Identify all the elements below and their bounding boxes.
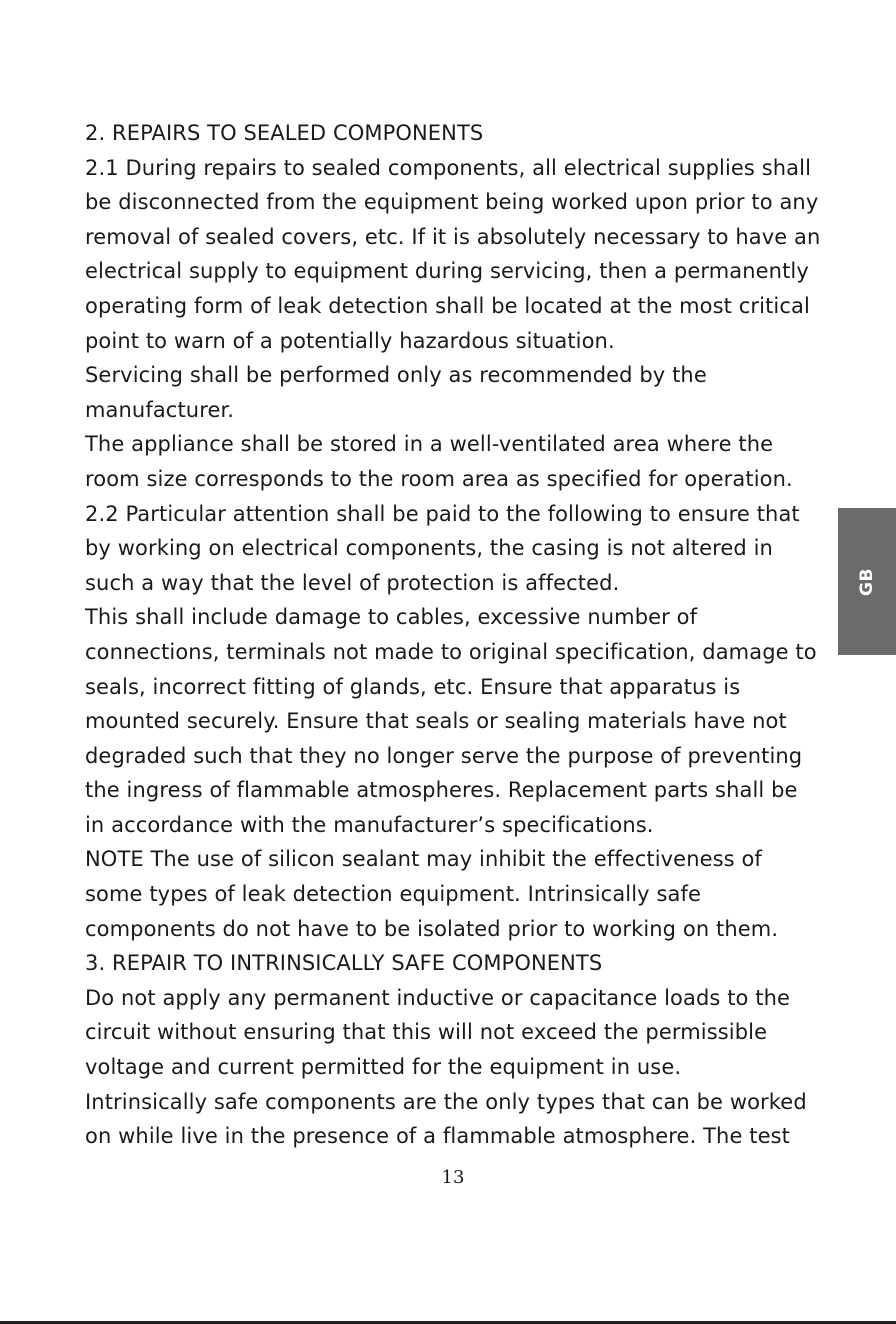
text-line: some types of leak detection equipment. Intrinsically safe — [85, 882, 701, 907]
text-line: connections, terminals not made to original specification, damage to — [85, 639, 817, 664]
text-line: by working on electrical components, the casing is not altered in — [85, 536, 773, 561]
language-tab-label: GB — [856, 567, 877, 596]
document-body — [85, 116, 845, 1154]
text-line: on while live in the presence of a flammable atmosphere. The test — [85, 1124, 790, 1149]
text-line: such a way that the level of protection is affected. — [85, 570, 620, 595]
text-line: Intrinsically safe components are the only types that can be worked — [85, 1089, 807, 1114]
text-line: the ingress of flammable atmospheres. Replacement parts shall be — [85, 778, 798, 803]
text-line: mounted securely. Ensure that seals or sealing materials have not — [85, 709, 787, 734]
page-number: 13 — [441, 1167, 465, 1188]
text-line: circuit without ensuring that this will not exceed the permissible — [85, 1020, 768, 1045]
text-line: The appliance shall be stored in a well-ventilated area where the — [85, 432, 774, 457]
text-line: operating form of leak detection shall be located at the most critical — [85, 293, 810, 318]
text-line: This shall include damage to cables, excessive number of — [85, 605, 698, 630]
text-line: be disconnected from the equipment being worked upon prior to any — [85, 190, 819, 215]
language-tab — [838, 508, 896, 655]
text-line: components do not have to be isolated prior to working on them. — [85, 916, 779, 941]
text-line: NOTE The use of silicon sealant may inhibit the effectiveness of — [85, 847, 762, 872]
text-line: in accordance with the manufacturer’s specifications. — [85, 812, 654, 837]
section-heading-repairs-sealed: 2. REPAIRS TO SEALED COMPONENTS — [85, 121, 484, 145]
text-line: 2.2 Particular attention shall be paid to the following to ensure that — [85, 501, 800, 526]
text-line: Servicing shall be performed only as recommended by the — [85, 363, 707, 388]
text-line: voltage and current permitted for the equipment in use. — [85, 1055, 682, 1080]
text-line: 2.1 During repairs to sealed components, all electrical supplies shall — [85, 155, 812, 180]
text-line: degraded such that they no longer serve the purpose of preventing — [85, 743, 803, 768]
text-line: electrical supply to equipment during servicing, then a permanently — [85, 259, 809, 284]
text-line: room size corresponds to the room area as specified for operation. — [85, 466, 793, 491]
text-line: removal of sealed covers, etc. If it is absolutely necessary to have an — [85, 224, 821, 249]
section-heading-intrinsically-safe: 3. REPAIR TO INTRINSICALLY SAFE COMPONENTS — [85, 951, 603, 976]
text-line: point to warn of a potentially hazardous situation. — [85, 328, 615, 353]
text-line: manufacturer. — [85, 397, 235, 422]
text-line: seals, incorrect fitting of glands, etc. Ensure that apparatus is — [85, 674, 741, 699]
text-line: Do not apply any permanent inductive or capacitance loads to the — [85, 985, 791, 1010]
